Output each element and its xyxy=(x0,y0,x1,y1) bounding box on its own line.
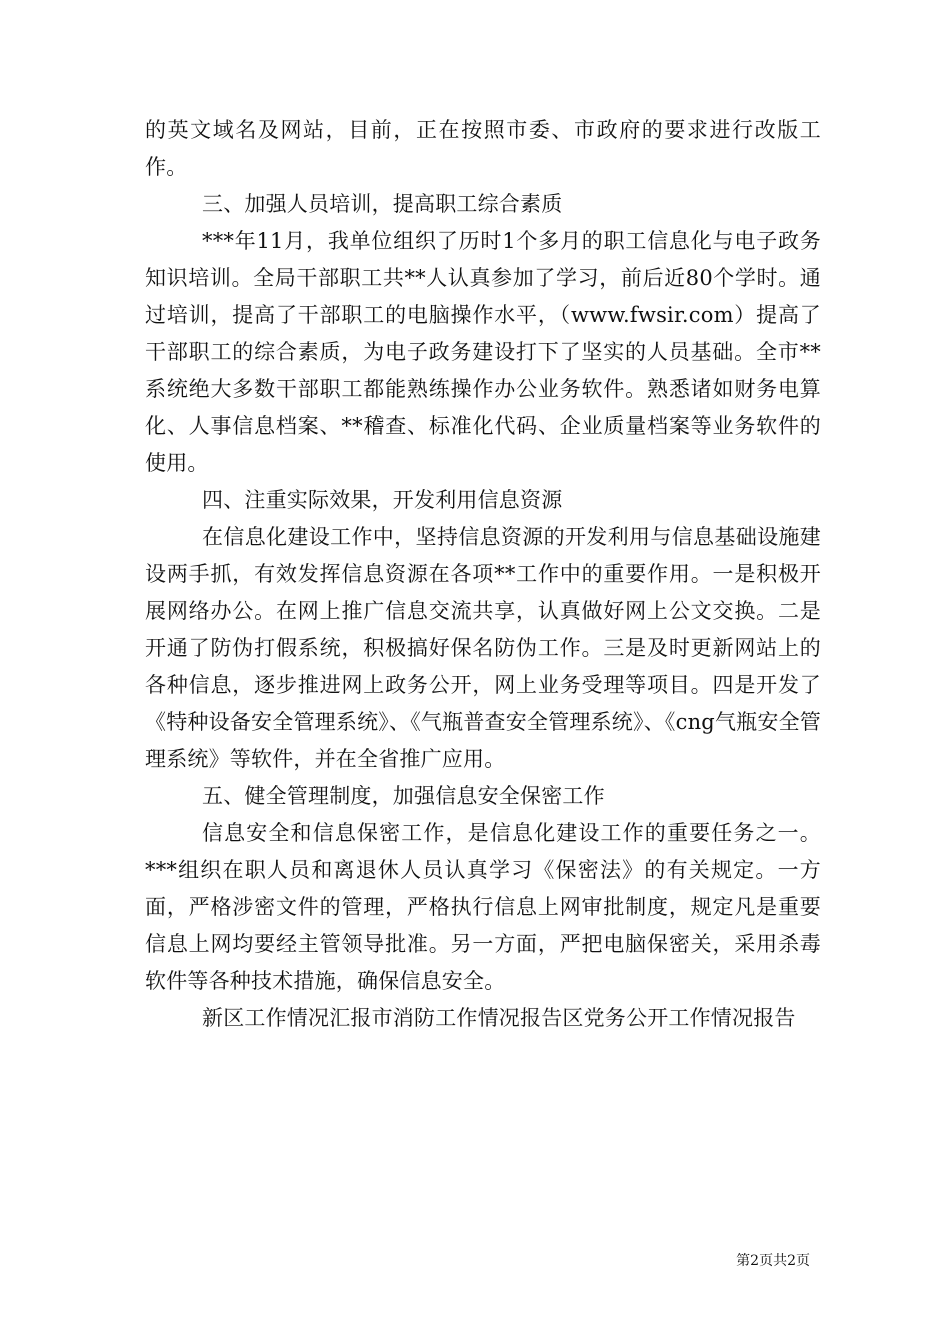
paragraph-resources: 在信息化建设工作中，坚持信息资源的开发利用与信息基础设施建设两手抓，有效发挥信息资源在各项**工作中的重要作用。一是积极开展网络办公。在网上推广信息交流共享，认真做好网上公文交换。二是开通了防伪打假系统，积极搞好保名防伪工作。三是及时更新网站上的各种信息，逐步推进网上政务公开，网上业务受理等项目。四是开发了《特种设备安全管理系统》、《气瓶普查安全管理系统》、《cng气瓶安全管理系统》等软件，并在全省推广应用。 xyxy=(145,525,821,771)
section-heading-resources: 四、注重实际效果，开发利用信息资源 xyxy=(202,488,563,512)
paragraph-security: 信息安全和信息保密工作，是信息化建设工作的重要任务之一。***组织在职人员和离退休人员认真学习《保密法》的有关规定。一方面，严格涉密文件的管理，严格执行信息上网审批制度，规定凡是重要信息上网均要经主管领导批准。另一方面，严把电脑保密关，采用杀毒软件等各种技术措施，确保信息安全。 xyxy=(145,821,821,993)
paragraph-training: ***年11月，我单位组织了历时1个多月的职工信息化与电子政务知识培训。全局干部职工共**人认真参加了学习，前后近80个学时。通过培训，提高了干部职工的电脑操作水平，（www.fwsir.com）提高了干部职工的综合素质，为电子政务建设打下了坚实的人员基础。全市**系统绝大多数干部职工都能熟练操作办公业务软件。熟悉诸如财务电算化、人事信息档案、**稽查、标准化代码、企业质量档案等业务软件的使用。 xyxy=(145,229,821,475)
document-body xyxy=(145,112,821,1037)
section-heading-training: 三、加强人员培训，提高职工综合素质 xyxy=(202,192,563,216)
paragraph-continuation: 的英文域名及网站，目前，正在按照市委、市政府的要求进行改版工作。 xyxy=(145,118,821,179)
section-heading-security: 五、健全管理制度，加强信息安全保密工作 xyxy=(202,784,605,808)
paragraph-related-links: 新区工作情况汇报市消防工作情况报告区党务公开工作情况报告 xyxy=(202,1006,796,1030)
page-number-footer: 第2页共2页 xyxy=(736,1253,810,1269)
